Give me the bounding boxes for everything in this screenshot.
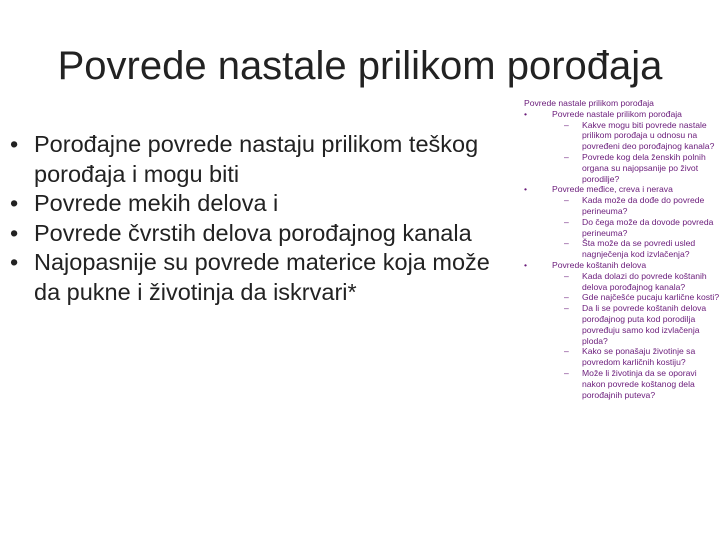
notes-question (524, 195, 720, 217)
notes-question-text: Kada može da dođe do povrede perineuma? (582, 195, 705, 216)
notes-question-text: Kada dolazi do povrede koštanih delova porođajnog kanala? (582, 270, 707, 292)
notes-question (524, 303, 720, 346)
notes-question (524, 217, 720, 239)
notes-dash-mark: – (564, 270, 569, 281)
bullet-mark: • (10, 190, 19, 216)
notes-dash-mark: – (564, 238, 569, 249)
bullet-item (10, 130, 515, 189)
bullet-mark: • (10, 131, 19, 157)
notes-bullet (524, 184, 720, 195)
bullet-item (10, 219, 515, 249)
notes-question-text: Može li životinja da se oporavi nakon povrede koštanog dela porođajnih puteva? (582, 367, 697, 400)
notes-dash-mark: – (564, 303, 569, 314)
notes-bullet-mark: • (524, 108, 528, 119)
notes-bullet (524, 260, 720, 271)
notes-question (524, 346, 720, 368)
notes-question-text: Do čega može da dovode povreda perineuma? (582, 216, 714, 238)
notes-bullet-mark: • (524, 184, 528, 195)
notes-question-text: Kako se ponašaju životinje sa povredom karličnih kostiju? (582, 346, 696, 368)
notes-question-text: Šta može da se povredi usled nagnječenja kod izvlačenja? (582, 238, 696, 260)
notes-question-text: Gde najčešće pucaju karlične kosti? (582, 292, 720, 303)
notes-dash-mark: – (564, 151, 569, 162)
notes-question (524, 120, 720, 152)
bullet-text: Povrede mekih delova i (34, 190, 279, 216)
bullet-text: Porođajne povrede nastaju prilikom teškog porođaja i mogu biti (34, 131, 479, 187)
bullet-mark: • (10, 219, 19, 246)
notes-question (524, 238, 720, 260)
speaker-notes-panel (524, 98, 720, 400)
notes-question (524, 292, 720, 303)
bullet-text: Povrede čvrstih delova porođajnog kanala (34, 219, 472, 246)
bullet-item (10, 189, 515, 219)
notes-question-text: Da li se povrede koštanih delova porođajnog puta kod porodilja povređuju samo kod izvlačenja ploda? (582, 303, 707, 346)
notes-dash-mark: – (564, 195, 569, 206)
slide-title: Povrede nastale prilikom porođaja (57, 44, 663, 88)
notes-dash-mark: – (564, 216, 569, 227)
notes-dash-mark: – (564, 367, 569, 378)
notes-question-text: Kakve mogu biti povrede nastale prilikom porođaja u odnosu na povređeni deo porođajnog kanala? (582, 119, 715, 152)
notes-bullet-text: Povrede nastale prilikom porođaja (552, 108, 682, 119)
notes-dash-mark: – (564, 346, 569, 357)
notes-dash-mark: – (564, 292, 569, 303)
notes-dash-mark: – (564, 119, 569, 130)
notes-heading: Povrede nastale prilikom porođaja (524, 98, 654, 108)
notes-bullet-text: Povrede koštanih delova (552, 259, 647, 270)
notes-question (524, 368, 720, 400)
bullet-text: Najopasnije su povrede materice koja može da pukne i životinja da iskrvari* (34, 249, 490, 305)
notes-question-text: Povrede kog dela ženskih polnih organa su najopsanije po život porodilje? (582, 151, 706, 184)
notes-bullet-text: Povrede međice, creva i nerava (552, 184, 673, 195)
bullet-mark: • (10, 249, 19, 275)
notes-question (524, 152, 720, 184)
notes-question (524, 271, 720, 293)
bullet-item (10, 248, 515, 307)
notes-bullet (524, 109, 720, 120)
main-bullet-list (10, 130, 515, 307)
notes-bullet-mark: • (524, 259, 528, 270)
